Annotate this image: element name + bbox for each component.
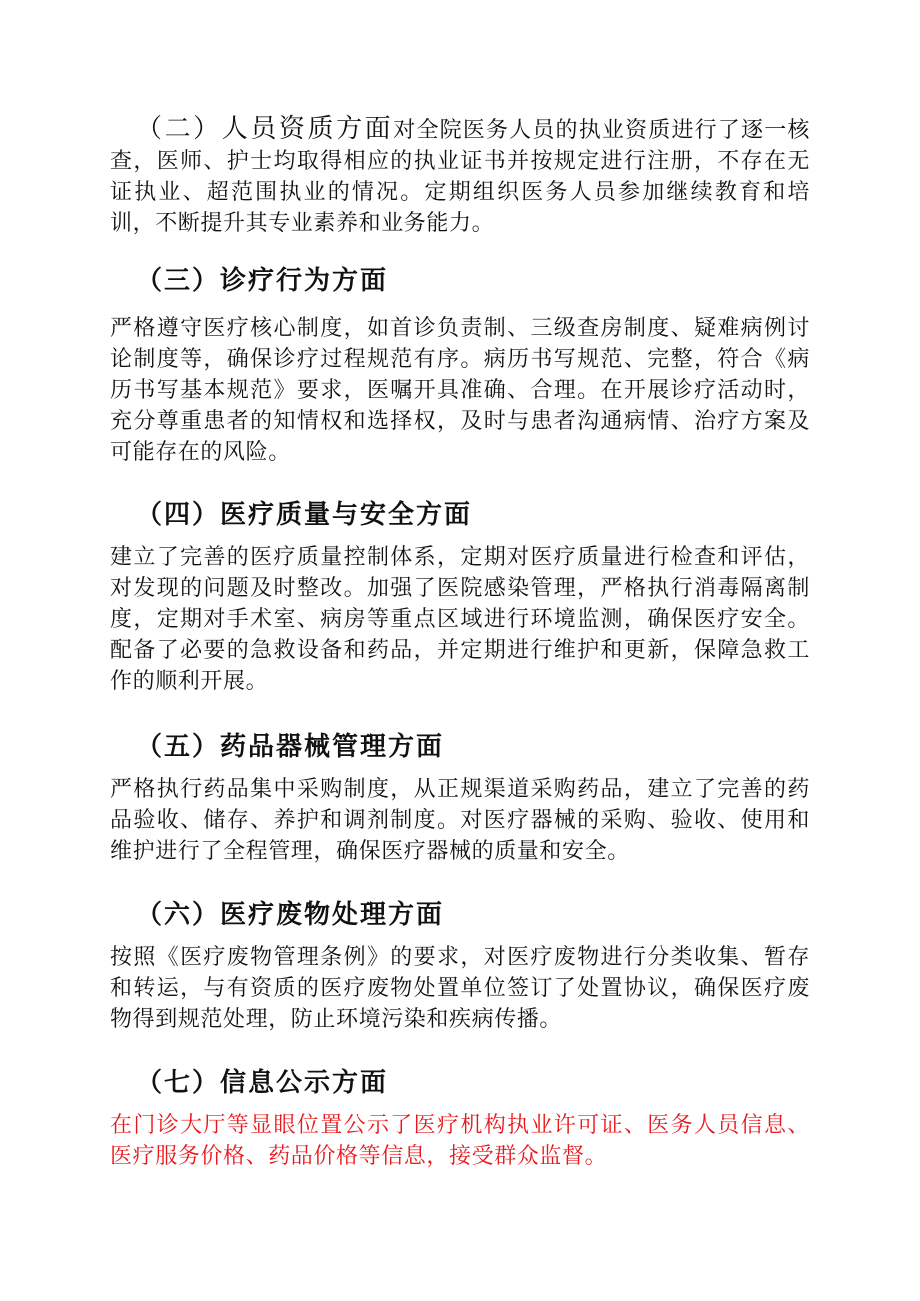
section-medical-waste bbox=[110, 898, 810, 1035]
section-heading-disclosure: （七）信息公示方面 bbox=[136, 1068, 389, 1098]
section-quality-safety bbox=[110, 498, 810, 697]
section-body-drugs: 严格执行药品集中采购制度，从正规渠道采购药品，建立了完善的药品验收、储存、养护和调剂制度。对医疗器械的采购、验收、使用和维护进行了全程管理，确保医疗器械的质量和安全。 bbox=[110, 777, 810, 864]
section-body-diagnosis: 严格遵守医疗核心制度，如首诊负责制、三级查房制度、疑难病例讨论制度等，确保诊疗过程规范有序。病历书写规范、完整，符合《病历书写基本规范》要求，医嘱开具准确、合理。在开展诊疗活动时，充分尊重患者的知情权和选择权，及时与患者沟通病情、治疗方案及可能存在的风险。 bbox=[110, 316, 810, 465]
section-information-disclosure bbox=[110, 1066, 810, 1172]
section-heading-drugs: （五）药品器械管理方面 bbox=[136, 732, 445, 762]
section-heading-diagnosis: （三）诊疗行为方面 bbox=[136, 266, 389, 296]
section-personnel-qualification bbox=[110, 114, 810, 239]
section-heading-personnel: （二）人员资质方面 bbox=[136, 114, 394, 144]
section-body-waste: 按照《医疗废物管理条例》的要求，对医疗废物进行分类收集、暂存和转运，与有资质的医疗废物处置单位签订了处置协议，确保医疗废物得到规范处理，防止环境污染和疾病传播。 bbox=[110, 945, 810, 1032]
section-heading-waste: （六）医疗废物处理方面 bbox=[136, 900, 445, 930]
section-personnel-paragraph bbox=[110, 114, 810, 239]
section-heading-quality: （四）医疗质量与安全方面 bbox=[136, 500, 473, 530]
section-diagnosis-behavior bbox=[110, 264, 810, 468]
section-body-disclosure: 在门诊大厅等显眼位置公示了医疗机构执业许可证、医务人员信息、医疗服务价格、药品价格等信息，接受群众监督。 bbox=[110, 1113, 810, 1169]
section-drugs-devices bbox=[110, 730, 810, 867]
section-body-personnel: 对全院医务人员的执业资质进行了逐一核查，医师、护士均取得相应的执业证书并按规定进行注册，不存在无证执业、超范围执业的情况。定期组织医务人员参加继续教育和培训，不断提升其专业素养和业务能力。 bbox=[110, 118, 810, 236]
section-body-quality: 建立了完善的医疗质量控制体系，定期对医疗质量进行检查和评估，对发现的问题及时整改。加强了医院感染管理，严格执行消毒隔离制度，定期对手术室、病房等重点区域进行环境监测，确保医疗安全。配备了必要的急救设备和药品，并定期进行维护和更新，保障急救工作的顺利开展。 bbox=[110, 545, 810, 694]
